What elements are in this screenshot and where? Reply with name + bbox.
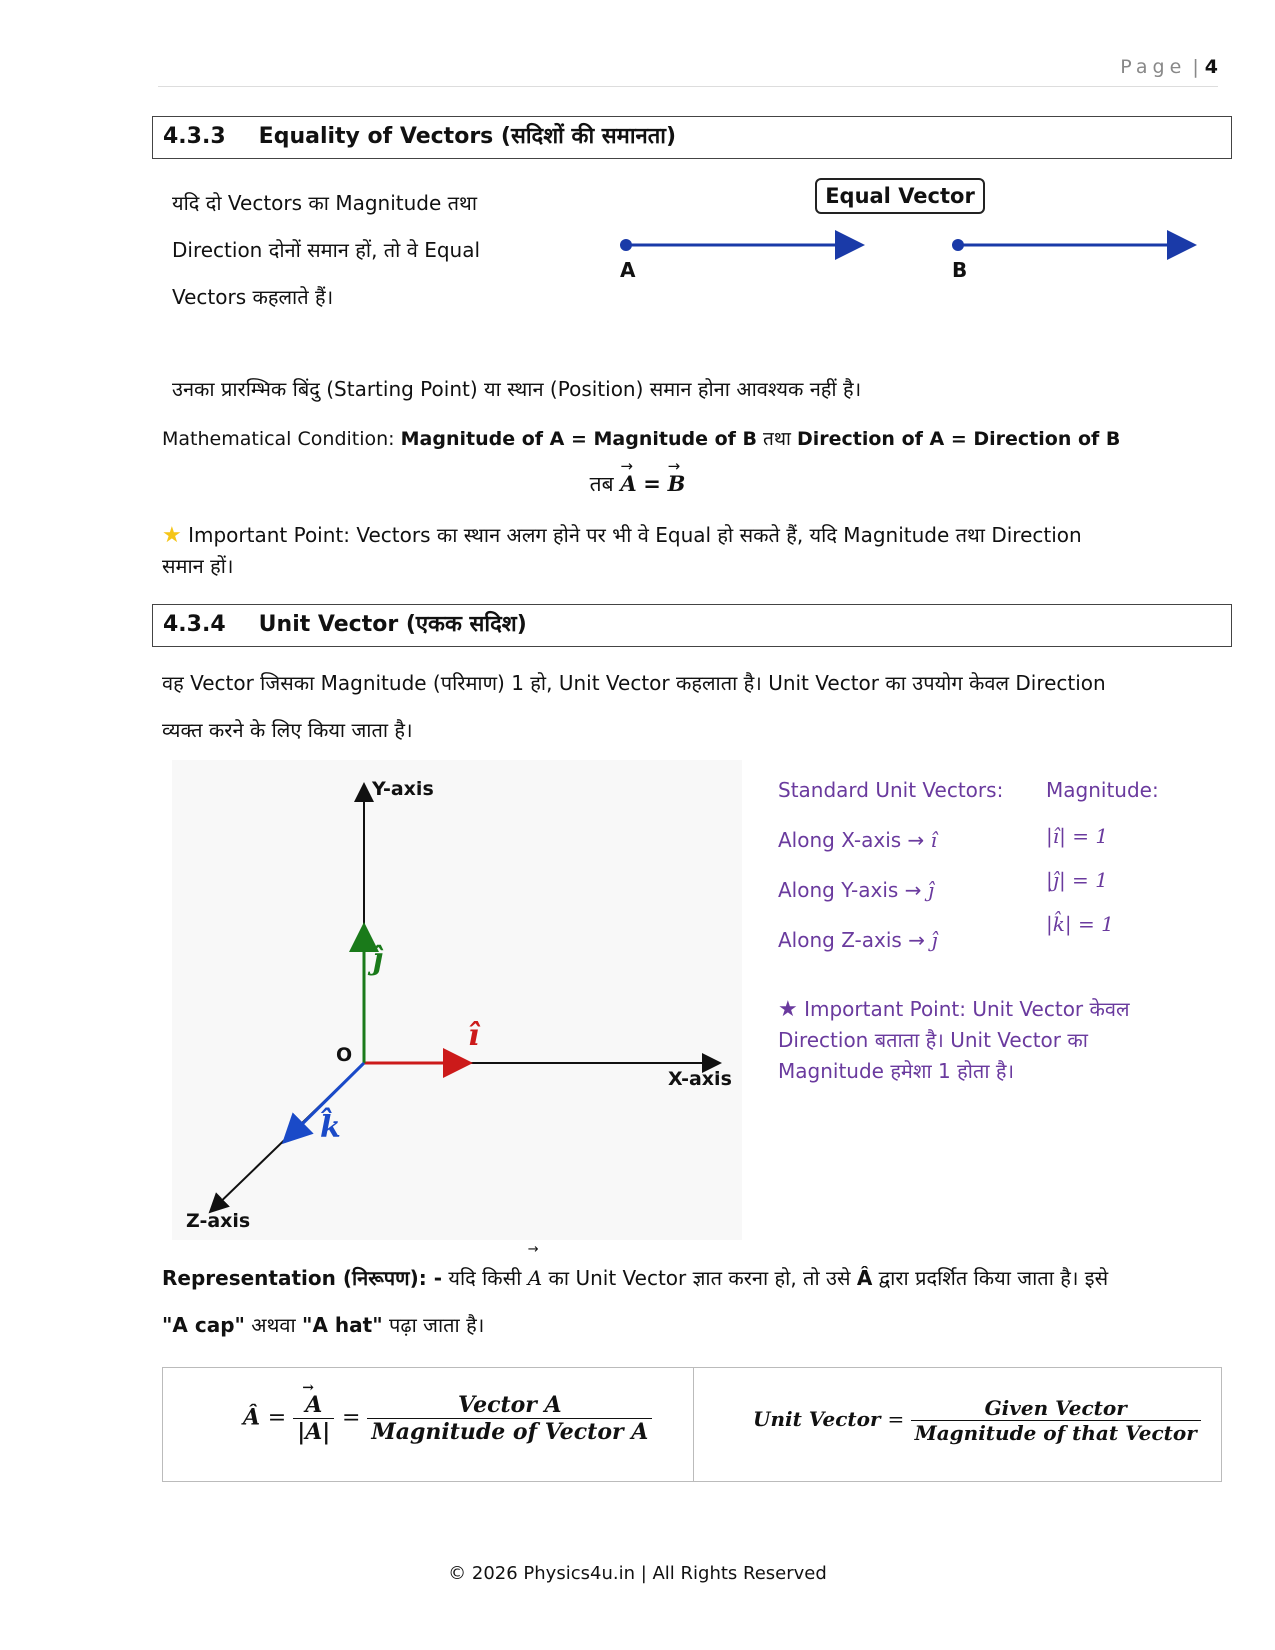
fraction-vector-over-magnitude: $\frac{\text{Vector A}}{\text{Magnitude of Vector A}}$ xyxy=(367,1392,652,1445)
along-y-row: Along Y-axis → ĵ xyxy=(778,878,935,902)
x-axis-label: X-axis xyxy=(668,1068,732,1090)
star-icon: ★ xyxy=(162,523,182,548)
condition-label: Mathematical Condition: xyxy=(162,428,401,450)
important-point-unit xyxy=(778,994,1218,1087)
footer-copyright: © 2026 Physics4u.in | All Rights Reserved xyxy=(448,1563,827,1584)
intro-line: Vectors कहलाते हैं। xyxy=(172,285,334,309)
unit-vector-axes-figure xyxy=(172,760,742,1240)
equals-sign: = xyxy=(643,472,661,496)
equality-intro xyxy=(172,180,480,321)
star-icon: ★ xyxy=(778,997,798,1022)
fraction-given-over-magnitude: $\frac{\text{Given Vector}}{\text{Magnitude of that Vector}}$ xyxy=(911,1396,1201,1445)
mag-i: |î| = 1 xyxy=(1046,824,1109,848)
i-hat-label: î xyxy=(468,1018,480,1053)
intro-line: Direction दोनों समान हों, तो वे Equal xyxy=(172,238,481,262)
along-x-row: Along X-axis → î xyxy=(778,828,938,852)
unit-vector-intro xyxy=(162,660,1242,754)
unit-vector-formula-1: Â = A → |A| = $\frac{\text{Vector A}}{\text{Magnitude of Vector A}}$ xyxy=(243,1392,652,1445)
condition-part2: Direction of A = Direction of B xyxy=(796,428,1121,450)
vector-b-symbol: B xyxy=(667,471,686,496)
formula-box xyxy=(162,1367,1222,1482)
along-z-row: Along Z-axis → ĵ xyxy=(778,928,938,952)
vector-arrow-icon: → xyxy=(527,1242,539,1257)
origin-label: O xyxy=(336,1044,353,1066)
section-title: Unit Vector (एकक सदिश) xyxy=(258,612,527,637)
intro-line: व्यक्त करने के लिए किया जाता है। xyxy=(162,718,413,742)
position-note: उनका प्रारम्भिक बिंदु (Starting Point) या स्थान (Position) समान होना आवश्यक नहीं है। xyxy=(172,377,862,401)
section-title: Equality of Vectors (सदिशों की समानता) xyxy=(258,124,677,149)
a-cap-term: "A cap" xyxy=(162,1313,245,1337)
math-condition xyxy=(162,425,1120,451)
important-text: Important Point: Vectors का स्थान अलग होने पर भी वे Equal हो सकते हैं, यदि Magnitude तथा Direction xyxy=(188,523,1082,547)
condition-part1: Magnitude of A = Magnitude of B xyxy=(400,428,757,450)
representation-paragraph: Representation (निरूपण): - यदि किसी A → का Unit Vector ज्ञात करना हो, तो उसे Â द्वारा प्रदर्शित किया जाता है। इसे "A cap" अथवा "A hat" पढ़ा जाता है। xyxy=(162,1242,1109,1337)
formula-divider xyxy=(693,1368,694,1481)
equal-vector-figure xyxy=(600,172,1200,292)
axes-diagram xyxy=(172,760,742,1240)
z-axis-label: Z-axis xyxy=(186,1210,251,1232)
page-word: Page xyxy=(1120,56,1187,78)
unit-vector-lhs: Unit Vector xyxy=(753,1407,881,1431)
section-number: 4.3.4 xyxy=(163,612,226,637)
k-hat-label: k̂ xyxy=(320,1110,341,1145)
important-line: Direction बताता है। Unit Vector का xyxy=(778,1028,1088,1052)
section-number: 4.3.3 xyxy=(163,124,226,149)
then-word: तब xyxy=(589,472,614,496)
important-line: Important Point: Unit Vector केवल xyxy=(804,997,1130,1021)
vector-arrow-icon: → xyxy=(667,457,681,475)
page-separator: | xyxy=(1192,56,1199,78)
important-line: Magnitude हमेशा 1 होता है। xyxy=(778,1059,1015,1083)
a-hat-lhs: Â xyxy=(243,1404,261,1431)
mag-j: |ĵ| = 1 xyxy=(1046,868,1108,892)
equal-vector-label: Equal Vector xyxy=(815,178,985,214)
vector-arrow-icon: → xyxy=(302,1380,314,1396)
point-b-label: B xyxy=(952,258,968,282)
vector-a-symbol: A xyxy=(527,1266,543,1290)
page-header xyxy=(158,56,1218,87)
unit-vector-formula-2: Unit Vector = $\frac{\text{Given Vector}}{\text{Magnitude of that Vector}}$ xyxy=(753,1396,1201,1445)
equal-vector-arrows xyxy=(600,172,1200,292)
section-heading-434 xyxy=(152,604,1232,647)
intro-line: वह Vector जिसका Magnitude (परिमाण) 1 हो, Unit Vector कहलाता है। Unit Vector का उपयोग केवल Direction xyxy=(162,671,1106,695)
j-hat-label: ĵ xyxy=(372,942,383,977)
representation-label: Representation (निरूपण): - xyxy=(162,1266,443,1290)
important-text-cont: समान हों। xyxy=(162,554,234,578)
condition-connector: तथा xyxy=(757,428,797,450)
a-hat-term: "A hat" xyxy=(302,1313,383,1337)
y-axis-label: Y-axis xyxy=(372,778,434,800)
equality-equation xyxy=(0,457,1275,498)
a-hat-symbol: Â xyxy=(856,1266,873,1290)
vector-arrow-icon: → xyxy=(620,457,633,475)
intro-line: यदि दो Vectors का Magnitude तथा xyxy=(172,191,477,215)
mag-k: |k̂| = 1 xyxy=(1046,912,1114,936)
magnitude-heading: Magnitude: xyxy=(1046,778,1159,802)
point-a-label: A xyxy=(620,258,636,282)
fraction-a-over-mod-a: A → |A| xyxy=(293,1392,334,1445)
important-point-equal xyxy=(162,520,1162,581)
vector-a-symbol: A xyxy=(620,471,637,496)
std-heading: Standard Unit Vectors: xyxy=(778,778,1004,802)
section-heading-433 xyxy=(152,116,1232,159)
page-number: 4 xyxy=(1204,56,1218,78)
